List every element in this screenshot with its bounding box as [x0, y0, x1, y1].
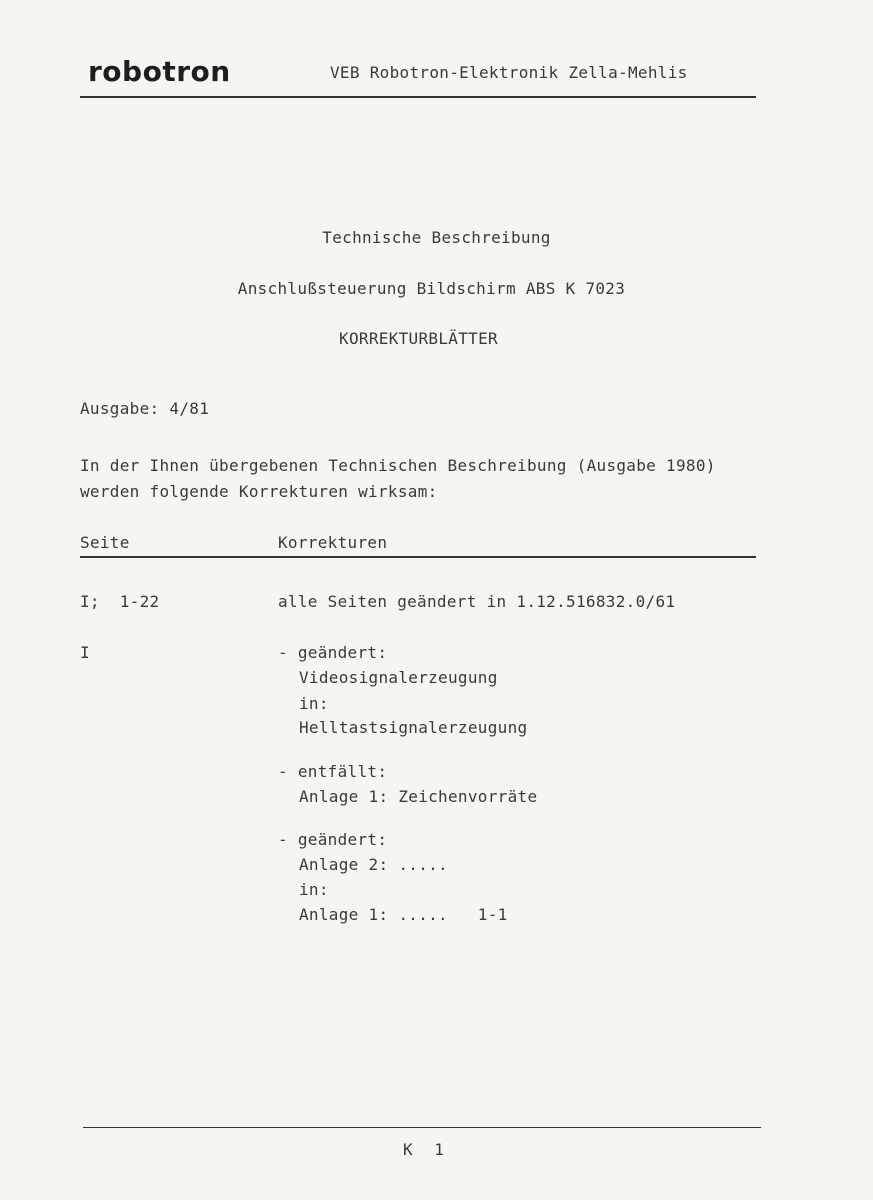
- correction-line: Videosignalerzeugung: [299, 668, 498, 687]
- table-header-rule: [80, 556, 756, 558]
- correction-line: Anlage 2: .....: [299, 855, 448, 874]
- correction-line: Anlage 1: ..... 1-1: [299, 905, 508, 924]
- document-subtitle: Anschlußsteuerung Bildschirm ABS K 7023: [237, 279, 626, 298]
- correction-line: Anlage 1: Zeichenvorräte: [299, 787, 538, 806]
- intro-line: werden folgende Korrekturen wirksam:: [80, 482, 438, 501]
- column-header-seite: Seite: [80, 533, 130, 552]
- footer-rule: [83, 1127, 761, 1128]
- document-title: Technische Beschreibung: [322, 228, 551, 247]
- document-heading: KORREKTURBLÄTTER: [339, 329, 498, 348]
- correction-line: - geändert:: [278, 830, 388, 849]
- correction-line: in:: [299, 694, 329, 713]
- table-row-page: I: [80, 643, 90, 662]
- robotron-logo: robotron: [88, 55, 231, 88]
- table-row-page: I; 1-22: [80, 592, 160, 611]
- edition-label: Ausgabe: 4/81: [80, 399, 210, 418]
- page-number: K 1: [403, 1140, 450, 1159]
- correction-line: - entfällt:: [278, 762, 388, 781]
- header-rule: [80, 96, 756, 98]
- correction-line: - geändert:: [278, 643, 388, 662]
- correction-line: Helltastsignalerzeugung: [299, 718, 528, 737]
- correction-line: in:: [299, 880, 329, 899]
- table-row-correction: alle Seiten geändert in 1.12.516832.0/61: [278, 592, 676, 611]
- column-header-korrekturen: Korrekturen: [278, 533, 388, 552]
- company-name: VEB Robotron-Elektronik Zella-Mehlis: [330, 63, 688, 82]
- intro-line: In der Ihnen übergebenen Technischen Beschreibung (Ausgabe 1980): [80, 456, 716, 475]
